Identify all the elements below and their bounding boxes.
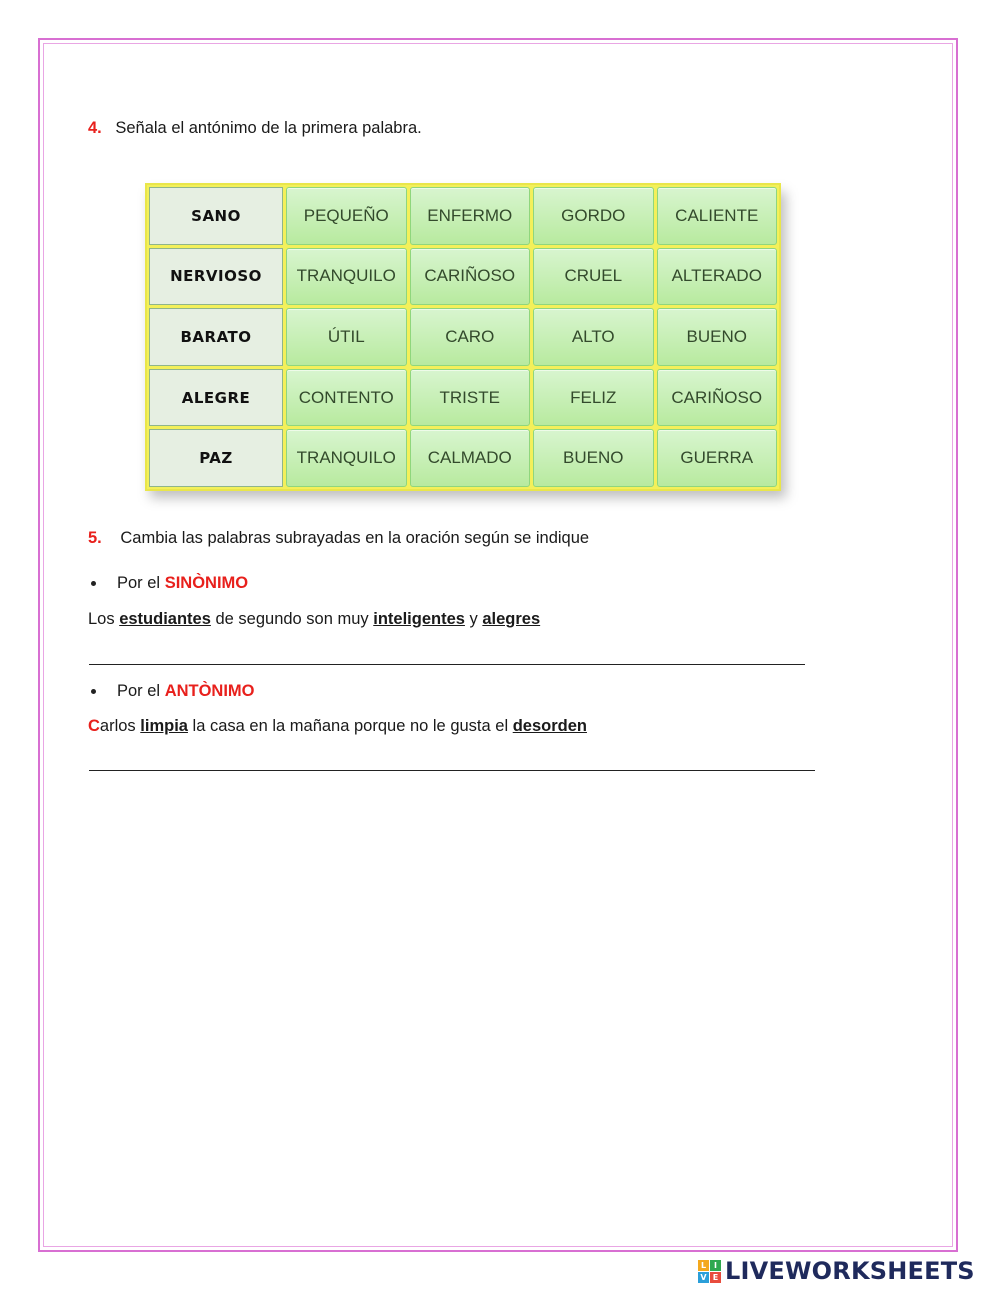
answer-option[interactable]: CALIENTE (657, 187, 778, 245)
synonym-instruction (117, 574, 248, 593)
underlined-word: limpia (140, 717, 188, 735)
answer-option[interactable]: CARO (410, 308, 531, 366)
bullet-dot (91, 581, 96, 586)
underlined-word: inteligentes (373, 610, 465, 628)
answer-line-1[interactable] (89, 664, 805, 665)
instruction-prefix: Por el (117, 574, 165, 592)
answer-option[interactable]: TRANQUILO (286, 429, 407, 487)
answer-option[interactable]: TRANQUILO (286, 248, 407, 306)
row-word: ALEGRE (149, 369, 283, 427)
row-word: PAZ (149, 429, 283, 487)
answer-option[interactable]: GORDO (533, 187, 654, 245)
answer-option[interactable]: ENFERMO (410, 187, 531, 245)
instruction-keyword: ANTÒNIMO (164, 682, 255, 700)
bullet-dot (91, 689, 96, 694)
answer-option[interactable]: ÚTIL (286, 308, 407, 366)
underlined-word: desorden (512, 717, 587, 735)
answer-option[interactable]: PEQUEÑO (286, 187, 407, 245)
question-text: Señala el antónimo de la primera palabra. (115, 119, 422, 137)
row-word: BARATO (149, 308, 283, 366)
first-letter: C (88, 717, 100, 735)
logo-text: LIVEWORKSHEETS (725, 1257, 975, 1285)
sentence-2 (88, 717, 587, 736)
logo-icon (698, 1260, 721, 1283)
answer-option[interactable]: CALMADO (410, 429, 531, 487)
answer-option[interactable]: CRUEL (533, 248, 654, 306)
sentence-1 (88, 610, 540, 629)
logo-block: E (710, 1272, 721, 1283)
question-number: 4. (88, 119, 102, 137)
sentence-text: la casa en la mañana porque no le gusta el (187, 717, 513, 735)
answer-option[interactable]: CARIÑOSO (410, 248, 531, 306)
sentence-text: de segundo son muy (210, 610, 374, 628)
underlined-word: alegres (482, 610, 541, 628)
answer-option[interactable]: BUENO (657, 308, 778, 366)
underlined-word: estudiantes (119, 610, 211, 628)
instruction-prefix: Por el (117, 682, 165, 700)
answer-option[interactable]: CARIÑOSO (657, 369, 778, 427)
liveworksheets-logo[interactable] (698, 1258, 975, 1284)
row-word: NERVIOSO (149, 248, 283, 306)
question-text: Cambia las palabras subrayadas en la oración según se indique (120, 529, 590, 547)
answer-option[interactable]: GUERRA (657, 429, 778, 487)
answer-line-2[interactable] (89, 770, 815, 771)
row-word: SANO (149, 187, 283, 245)
answer-option[interactable]: ALTERADO (657, 248, 778, 306)
answer-option[interactable]: CONTENTO (286, 369, 407, 427)
sentence-text: arlos (99, 717, 141, 735)
logo-block: V (698, 1272, 709, 1283)
sentence-text: Los (88, 610, 120, 628)
question-number: 5. (88, 529, 102, 547)
answer-option[interactable]: ALTO (533, 308, 654, 366)
question-5 (88, 529, 589, 548)
question-4 (88, 119, 422, 138)
sentence-text: y (464, 610, 483, 628)
answer-option[interactable]: FELIZ (533, 369, 654, 427)
answer-option[interactable]: TRISTE (410, 369, 531, 427)
answer-option[interactable]: BUENO (533, 429, 654, 487)
logo-block: L (698, 1260, 709, 1271)
antonym-grid (145, 183, 781, 491)
logo-block: I (710, 1260, 721, 1271)
antonym-instruction (117, 682, 255, 701)
instruction-keyword: SINÒNIMO (164, 574, 249, 592)
